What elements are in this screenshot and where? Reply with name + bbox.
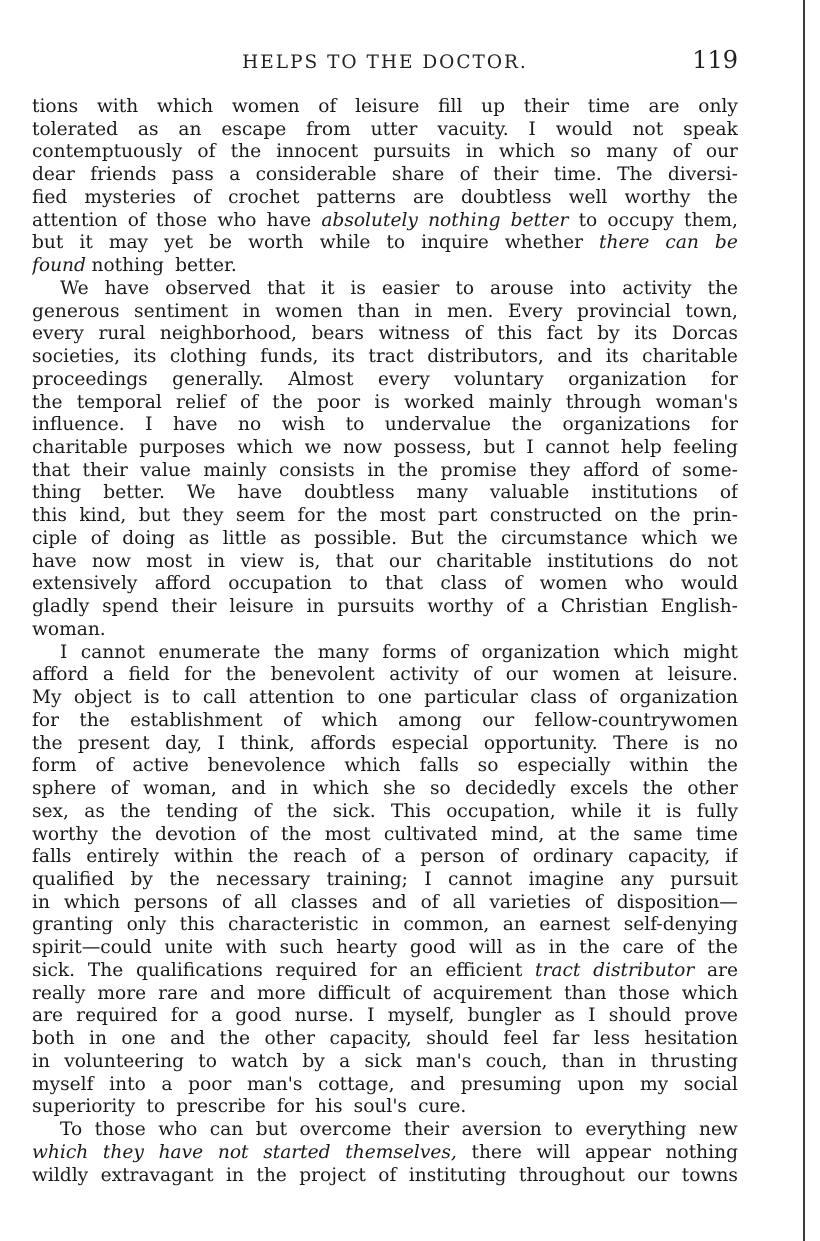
- text-line: really more rare and more difficult of acquirement than those which: [32, 982, 738, 1004]
- text-line: are required for a good nurse. I myself, bungler as I should prove: [32, 1005, 738, 1027]
- text-line: tions with which women of leisure fill up their time are only: [32, 96, 738, 117]
- text-line: proceedings generally. Almost every voluntary organization for: [32, 368, 738, 390]
- text-line: the present day, I think, affords especial opportunity. There is no: [32, 732, 738, 754]
- text-line: charitable purposes which we now possess, but I cannot help feeling: [32, 437, 738, 459]
- text-line: in volunteering to watch by a sick man's couch, than in thrusting: [32, 1050, 738, 1072]
- text-line: form of active benevolence which falls so especially within the: [32, 755, 738, 777]
- text-line: fied mysteries of crochet patterns are doubtless well worthy the: [32, 186, 738, 208]
- text-line: both in one and the other capacity, should feel far less hesitation: [32, 1028, 738, 1050]
- text-line: qualified by the necessary training; I cannot imagine any pursuit: [32, 868, 738, 890]
- text-line: the temporal relief of the poor is worked mainly through woman's: [32, 391, 738, 413]
- text-line: extensively afford occupation to that class of women who would: [32, 573, 738, 595]
- text-line: sex, as the tending of the sick. This occupation, while it is fully: [32, 800, 738, 822]
- text-line: sphere of woman, and in which she so decidedly excels the other: [32, 778, 738, 800]
- text-line: To those who can but overcome their aversion to everything new: [60, 1119, 738, 1141]
- text-line: sick. The qualifications required for an efficient tract distributor are: [32, 959, 738, 981]
- text-line: attention of those who have absolutely nothing better to occupy them,: [32, 209, 738, 231]
- text-line: societies, its clothing funds, its tract distributors, and its charitable: [32, 346, 738, 368]
- text-line: generous sentiment in women than in men. Every provincial town,: [32, 300, 738, 322]
- text-line: wildly extravagant in the project of instituting throughout our towns: [32, 1164, 738, 1186]
- page-number: 119: [692, 46, 738, 74]
- text-line: worthy the devotion of the most cultivated mind, at the same time: [32, 823, 738, 845]
- text-line: have now most in view is, that our charitable institutions do not: [32, 550, 738, 572]
- text-line: ciple of doing as little as possible. But the circumstance which we: [32, 527, 738, 549]
- running-head: [32, 46, 738, 76]
- text-line: that their value mainly consists in the promise they afford of some-: [32, 459, 738, 481]
- text-line: My object is to call attention to one particular class of organization: [32, 687, 738, 709]
- text-line: influence. I have no wish to undervalue the organizations for: [32, 414, 738, 436]
- text-line: but it may yet be worth while to inquire whether there can be: [32, 232, 738, 254]
- text-line: falls entirely within the reach of a person of ordinary capacity, if: [32, 846, 738, 868]
- text-line: found nothing better.: [32, 255, 237, 277]
- text-line: contemptuously of the innocent pursuits in which so many of our: [32, 141, 738, 163]
- text-line: woman.: [32, 618, 106, 640]
- text-line: granting only this characteristic in common, an earnest self-denying: [32, 914, 738, 936]
- body-text: [32, 96, 738, 1187]
- text-line: dear friends pass a considerable share of their time. The diversi-: [32, 164, 738, 186]
- text-line: myself into a poor man's cottage, and presuming upon my social: [32, 1073, 738, 1095]
- text-line: thing better. We have doubtless many valuable institutions of: [32, 482, 738, 504]
- text-line: in which persons of all classes and of all varieties of disposition—: [32, 891, 738, 913]
- text-line: this kind, but they seem for the most part constructed on the prin-: [32, 505, 738, 527]
- text-line: I cannot enumerate the many forms of organization which might: [60, 641, 738, 663]
- text-line: tolerated as an escape from utter vacuity. I would not speak: [32, 118, 738, 140]
- page-edge-line: [803, 0, 805, 1241]
- running-title: HELPS TO THE DOCTOR.: [242, 52, 528, 73]
- text-line: afford a field for the benevolent activity of our women at leisure.: [32, 664, 738, 686]
- text-line: every rural neighborhood, bears witness of this fact by its Dorcas: [32, 323, 738, 345]
- text-line: gladly spend their leisure in pursuits worthy of a Christian English-: [32, 596, 738, 618]
- text-line: superiority to prescribe for his soul's cure.: [32, 1096, 467, 1118]
- text-line: We have observed that it is easier to arouse into activity the: [60, 277, 738, 299]
- text-line: which they have not started themselves, there will appear nothing: [32, 1141, 738, 1163]
- text-line: spirit—could unite with such hearty good will as in the care of the: [32, 937, 738, 959]
- text-line: for the establishment of which among our fellow-countrywomen: [32, 709, 738, 731]
